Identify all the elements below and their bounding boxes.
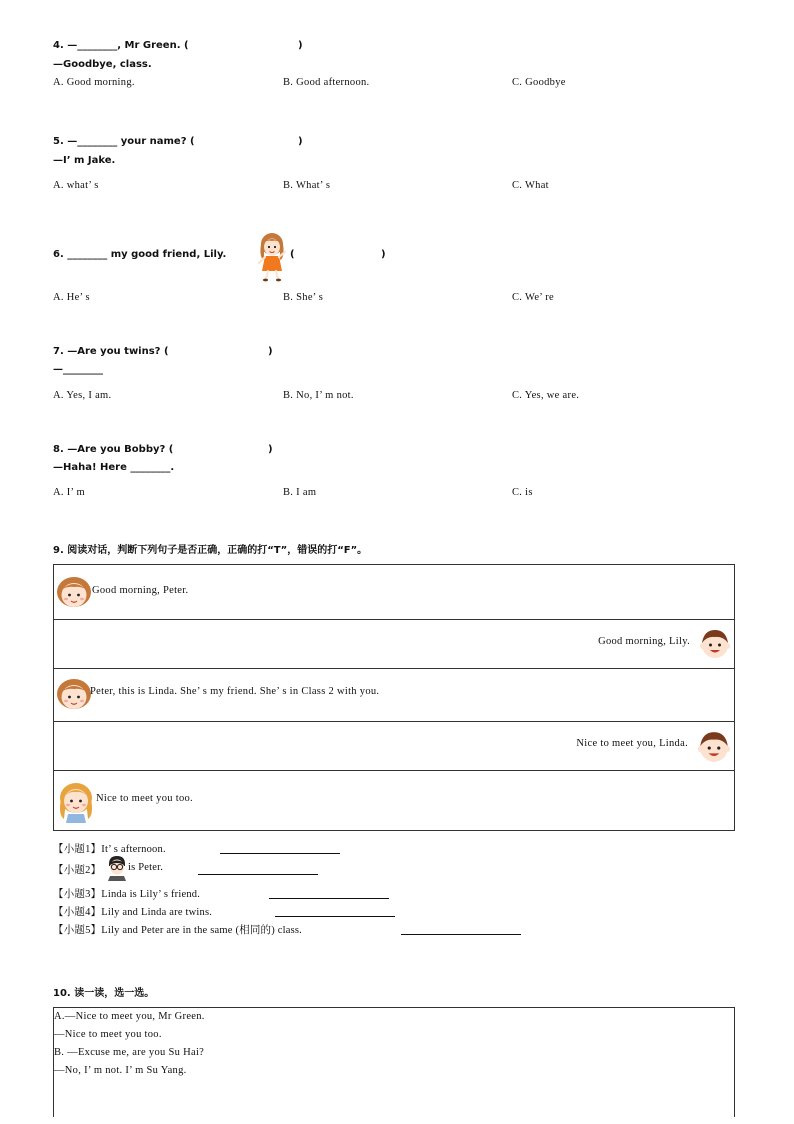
q8-reply: —Haha! Here ________.: [53, 462, 175, 473]
answer-blank-2[interactable]: [198, 874, 318, 875]
q6-option-a[interactable]: A. He’ s: [53, 292, 90, 303]
q8-option-b[interactable]: B. I am: [283, 487, 317, 498]
q10-line-2: —Nice to meet you too.: [54, 1029, 162, 1040]
q7-reply: —________: [53, 364, 103, 375]
q8-option-c[interactable]: C. is: [512, 487, 533, 498]
q7-option-c[interactable]: C. Yes, we are.: [512, 390, 580, 401]
q9-dialogue-table: [53, 564, 735, 831]
row-divider: [54, 770, 734, 771]
sub-text: It’ s afternoon.: [101, 844, 166, 855]
q5-stem: 5. —________ your name? (: [53, 136, 195, 147]
q4-reply: —Goodbye, class.: [53, 59, 152, 70]
q5-option-a[interactable]: A. what’ s: [53, 180, 99, 191]
sub-label: 【小题1】: [53, 844, 102, 855]
q7-option-a[interactable]: A. Yes, I am.: [53, 390, 112, 401]
peter-avatar-icon: [696, 729, 732, 765]
q5-option-b[interactable]: B. What’ s: [283, 180, 331, 191]
sub-text: Linda is Lily’ s friend.: [101, 889, 201, 900]
sub-question-2-text: is Peter.: [128, 862, 164, 873]
q4-stem: 4. —________, Mr Green. (: [53, 40, 189, 51]
linda-avatar-icon: [56, 781, 96, 823]
lily-avatar-icon: [56, 678, 92, 712]
sub-label: 【小题5】: [53, 925, 102, 936]
boy-with-glasses-icon: [106, 855, 128, 881]
q4-option-c[interactable]: C. Goodbye: [512, 77, 566, 88]
q5-close-paren: ): [298, 136, 303, 147]
q7-stem: 7. —Are you twins? (: [53, 346, 169, 357]
row-divider: [54, 721, 734, 722]
sub-question-2: [53, 862, 101, 877]
q10-line-1: A.—Nice to meet you, Mr Green.: [54, 1011, 205, 1022]
q6-option-b[interactable]: B. She’ s: [283, 292, 324, 303]
answer-blank-1[interactable]: [220, 853, 340, 854]
q7-close-paren: ): [268, 346, 273, 357]
q8-stem: 8. —Are you Bobby? (: [53, 444, 174, 455]
row-divider: [54, 619, 734, 620]
lily-avatar-icon: [56, 576, 92, 610]
answer-blank-4[interactable]: [275, 916, 395, 917]
dialogue-line-3: Peter, this is Linda. She’ s my friend. She’ s in Class 2 with you.: [90, 686, 380, 697]
dialogue-line-5: Nice to meet you too.: [96, 793, 193, 804]
sub-label: 【小题2】: [53, 865, 102, 876]
dialogue-line-4: Nice to meet you, Linda.: [576, 738, 688, 749]
sub-text: Lily and Linda are twins.: [101, 907, 213, 918]
q8-close-paren: ): [268, 444, 273, 455]
q6-open-paren: (: [290, 249, 295, 260]
sub-question-5: [53, 922, 302, 937]
q10-line-4: —No, I’ m not. I’ m Su Yang.: [54, 1065, 187, 1076]
q4-close-paren: ): [298, 40, 303, 51]
sub-question-3: [53, 886, 200, 901]
q6-stem: 6. ________ my good friend, Lily.: [53, 249, 227, 260]
q6-option-c[interactable]: C. We’ re: [512, 292, 554, 303]
q4-option-a[interactable]: A. Good morning.: [53, 77, 135, 88]
row-divider: [54, 668, 734, 669]
peter-avatar-icon: [698, 627, 732, 661]
sub-text: Lily and Peter are in the same (相同的) class.: [101, 925, 302, 936]
answer-blank-5[interactable]: [401, 934, 521, 935]
sub-question-1: [53, 841, 166, 856]
q5-option-c[interactable]: C. What: [512, 180, 549, 191]
dialogue-line-2: Good morning, Lily.: [598, 636, 690, 647]
q7-option-b[interactable]: B. No, I’ m not.: [283, 390, 354, 401]
q10-line-3: B. —Excuse me, are you Su Hai?: [54, 1047, 205, 1058]
q6-close-paren: ): [381, 249, 386, 260]
q10-title: 10. 读一读，选一选。: [53, 988, 155, 999]
q4-option-b[interactable]: B. Good afternoon.: [283, 77, 370, 88]
q9-title: 9. 阅读对话，判断下列句子是否正确，正确的打“T”，错误的打“F”。: [53, 545, 368, 556]
sub-label: 【小题4】: [53, 907, 102, 918]
q5-reply: —I’ m Jake.: [53, 155, 116, 166]
q10-dialogue-box: [53, 1007, 735, 1117]
lily-girl-icon: [255, 232, 289, 282]
sub-question-4: [53, 904, 212, 919]
dialogue-line-1: Good morning, Peter.: [92, 585, 189, 596]
sub-label: 【小题3】: [53, 889, 102, 900]
q8-option-a[interactable]: A. I’ m: [53, 487, 85, 498]
answer-blank-3[interactable]: [269, 898, 389, 899]
